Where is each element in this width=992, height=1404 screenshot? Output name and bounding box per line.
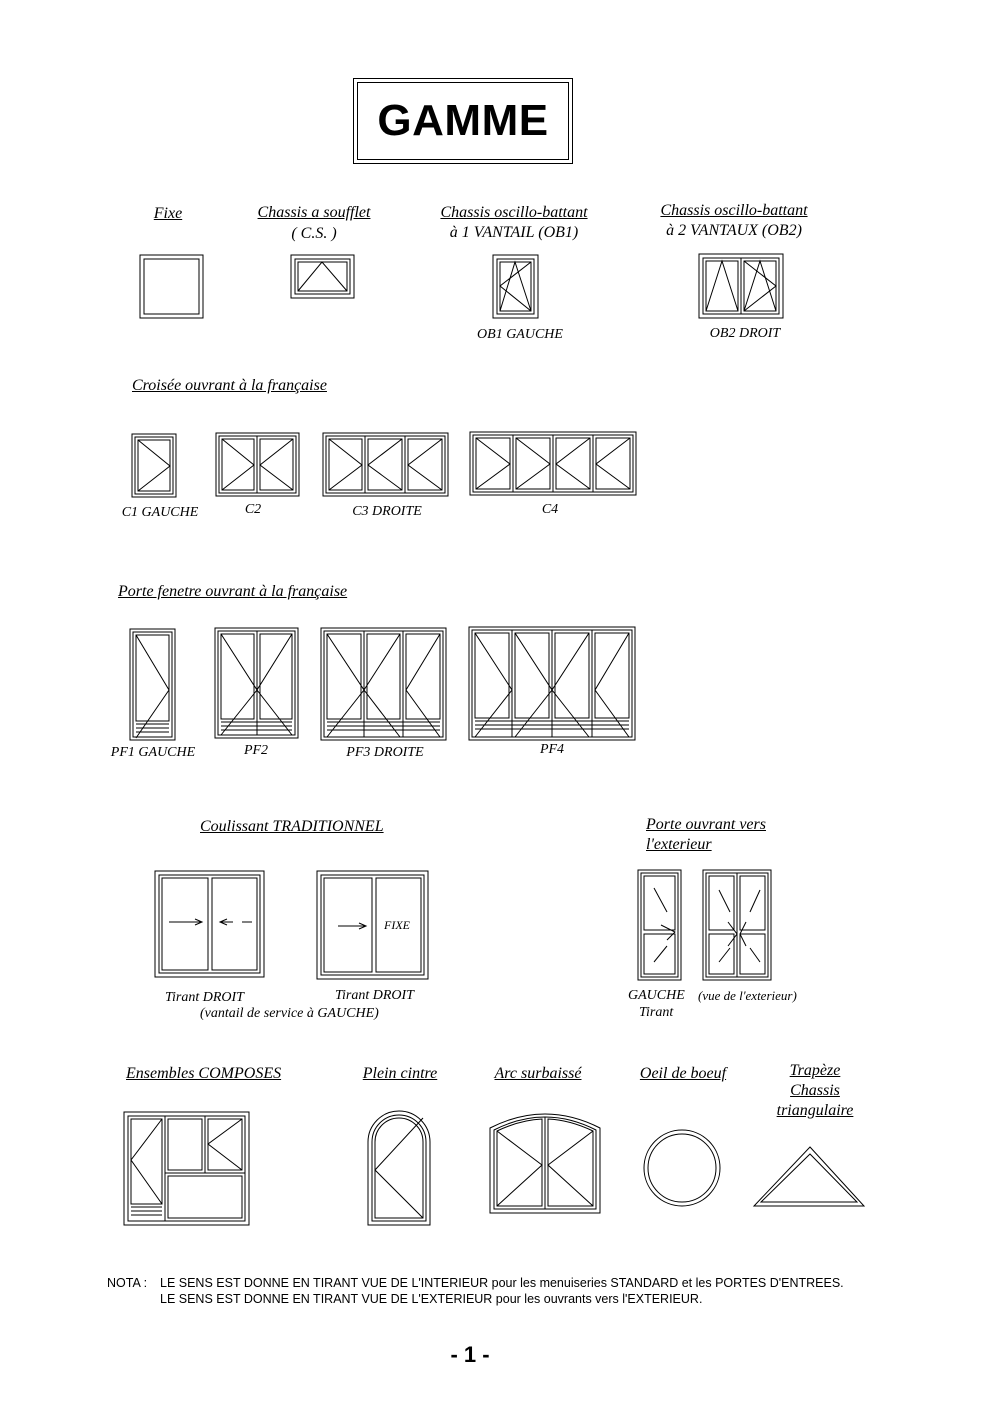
caption-pf1: PF1 GAUCHE: [110, 745, 196, 760]
heading-porte-ext-2: l'exterieur: [646, 836, 712, 853]
caption-ob2: OB2 DROIT: [709, 326, 781, 341]
label-ob2-title: Chassis oscillo-battant: [660, 202, 808, 219]
caption-porte-vue: (vue de l'exterieur): [698, 988, 797, 1003]
drawing-pf3: [321, 628, 446, 740]
drawing-plein-cintre: [368, 1111, 430, 1225]
drawing-coulissant-1: [155, 871, 264, 977]
label-fixe-panel: FIXE: [384, 918, 410, 932]
heading-ensembles: Ensembles COMPOSES: [126, 1065, 282, 1082]
nota-line-1: LE SENS EST DONNE EN TIRANT VUE DE L'INTERIEUR pour les menuiseries STANDARD et les PORTES D'ENTREES.: [160, 1276, 844, 1290]
drawing-c4: [470, 432, 636, 495]
caption-coulissant-1: Tirant DROIT: [165, 990, 244, 1005]
heading-trapeze-2: Chassis: [790, 1082, 840, 1099]
caption-porte-tirant: Tirant: [639, 1005, 674, 1020]
drawing-fixe: [140, 255, 203, 318]
drawing-porte-ext-double: [703, 870, 771, 980]
drawing-arc: [490, 1114, 600, 1213]
label-fixe: Fixe: [153, 205, 183, 222]
nota-line-2: LE SENS EST DONNE EN TIRANT VUE DE L'EXTERIEUR pour les ouvrants vers l'EXTERIEUR.: [160, 1292, 703, 1306]
drawing-c2: [216, 433, 299, 496]
heading-arc: Arc surbaissé: [494, 1065, 582, 1082]
heading-trapeze-3: triangulaire: [776, 1102, 854, 1119]
drawing-c3: [323, 433, 448, 496]
drawing-coulissant-2: [317, 871, 428, 979]
drawing-porte-ext-gauche: [638, 870, 681, 980]
caption-coulissant-3: (vantail de service à GAUCHE): [200, 1006, 379, 1021]
caption-coulissant-2: Tirant DROIT: [335, 988, 414, 1003]
drawing-c1: [132, 434, 176, 497]
label-ob2-sub: à 2 VANTAUX (OB2): [666, 222, 802, 239]
caption-porte-gauche: GAUCHE: [628, 988, 685, 1003]
drawing-pf1: [130, 629, 175, 740]
nota-label: NOTA :: [107, 1276, 148, 1290]
heading-porte-fenetre: Porte fenetre ouvrant à la française: [118, 583, 348, 600]
caption-c1: C1 GAUCHE: [121, 505, 199, 520]
drawing-soufflet: [291, 255, 354, 298]
caption-c2: C2: [244, 502, 262, 517]
heading-coulissant: Coulissant TRADITIONNEL: [200, 818, 384, 835]
heading-trapeze-1: Trapèze: [789, 1062, 841, 1079]
drawing-ensembles: [124, 1112, 249, 1225]
page-title: GAMME: [377, 96, 549, 145]
caption-pf4: PF4: [539, 742, 565, 757]
drawing-ob2: [699, 254, 783, 318]
caption-c4: C4: [541, 502, 559, 517]
caption-pf2: PF2: [243, 743, 269, 758]
drawing-pf4: [469, 627, 635, 740]
drawing-pf2: [215, 628, 298, 738]
label-soufflet-code: ( C.S. ): [291, 225, 337, 242]
caption-ob1: OB1 GAUCHE: [477, 327, 563, 342]
page-number: - 1 -: [450, 1342, 490, 1367]
drawing-oeil-de-boeuf: [644, 1130, 720, 1206]
drawing-ob1: [493, 255, 538, 318]
label-ob1-title: Chassis oscillo-battant: [440, 204, 588, 221]
caption-c3: C3 DROITE: [352, 504, 422, 519]
label-soufflet: Chassis a soufflet: [257, 204, 371, 221]
heading-plein-cintre: Plein cintre: [362, 1065, 438, 1082]
label-ob1-sub: à 1 VANTAIL (OB1): [449, 224, 579, 241]
heading-croisee: Croisée ouvrant à la française: [132, 377, 327, 394]
caption-pf3: PF3 DROITE: [346, 745, 424, 760]
heading-oeil: Oeil de boeuf: [639, 1065, 727, 1082]
drawing-trapeze: [754, 1147, 864, 1206]
heading-porte-ext-1: Porte ouvrant vers: [646, 816, 766, 833]
